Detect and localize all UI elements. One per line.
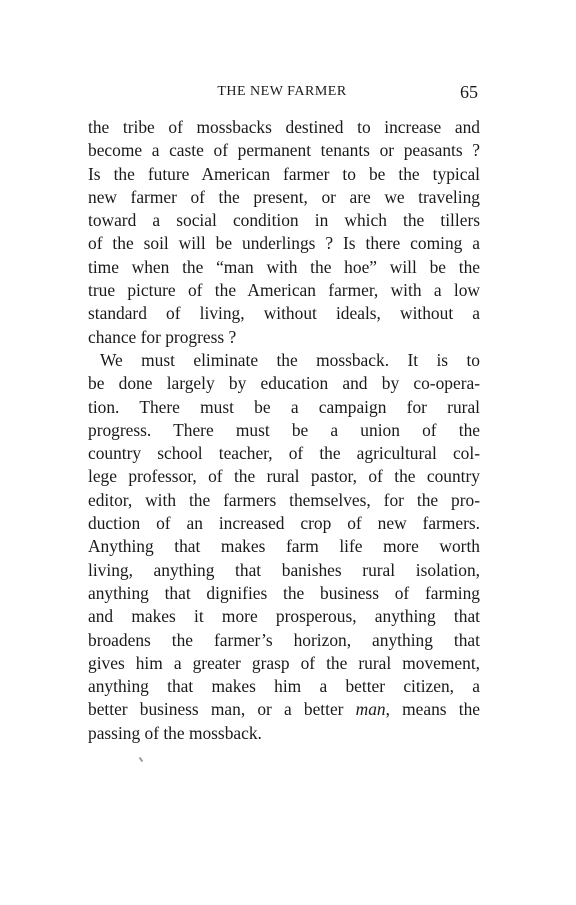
- text-line: and makes it more prosperous, anything that: [88, 606, 480, 627]
- italic-word: man: [355, 699, 386, 720]
- paragraph-2: [88, 349, 480, 745]
- text-line: anything that dignifies the business of farming: [88, 582, 480, 603]
- text-line: living, anything that banishes rural isolation,: [88, 559, 480, 580]
- text-line: gives him a greater grasp of the rural movement,: [88, 652, 480, 673]
- paragraph-1: [88, 116, 480, 349]
- print-mark: [139, 757, 144, 762]
- text-line: chance for progress ?: [88, 326, 237, 347]
- text-line-end: , means the: [385, 699, 480, 720]
- text-line: anything that makes him a better citizen, a: [88, 676, 480, 697]
- text-line: progress. There must be a union of the: [88, 419, 480, 440]
- text-line-start: better business man, or a better: [88, 699, 344, 720]
- text-line: Is the future American farmer to be the typical: [88, 163, 480, 184]
- text-line: editor, with the farmers themselves, for the pro-: [88, 489, 480, 510]
- text-line: lege professor, of the rural pastor, of the country: [88, 466, 480, 487]
- text-line: duction of an increased crop of new farmers.: [88, 513, 480, 534]
- text-line: tion. There must be a campaign for rural: [88, 396, 480, 417]
- text-line: broadens the farmer’s horizon, anything that: [88, 629, 480, 650]
- text-line: toward a social condition in which the tillers: [88, 210, 480, 231]
- body-text: [88, 116, 480, 745]
- page-number: 65: [460, 82, 478, 102]
- text-line: new farmer of the present, or are we traveling: [88, 186, 480, 207]
- text-line: country school teacher, of the agricultural col-: [88, 443, 480, 464]
- text-line-mixed: [88, 698, 480, 721]
- text-line: We must eliminate the mossback. It is to: [100, 349, 480, 370]
- text-line: of the soil will be underlings ? Is there coming a: [88, 233, 480, 254]
- text-line: true picture of the American farmer, with a low: [88, 280, 480, 301]
- text-line: the tribe of mossbacks destined to increase and: [88, 117, 480, 137]
- running-head: [86, 84, 478, 104]
- text-line: be done largely by education and by co-opera-: [88, 373, 480, 394]
- text-line: Anything that makes farm life more worth: [88, 536, 480, 557]
- text-line: time when the “man with the hoe” will be the: [88, 256, 480, 277]
- running-title: THE NEW FARMER: [217, 84, 347, 99]
- text-line: standard of living, without ideals, without a: [88, 303, 480, 324]
- text-line: become a caste of permanent tenants or peasants ?: [88, 140, 480, 161]
- text-line: passing of the mossback.: [88, 722, 262, 743]
